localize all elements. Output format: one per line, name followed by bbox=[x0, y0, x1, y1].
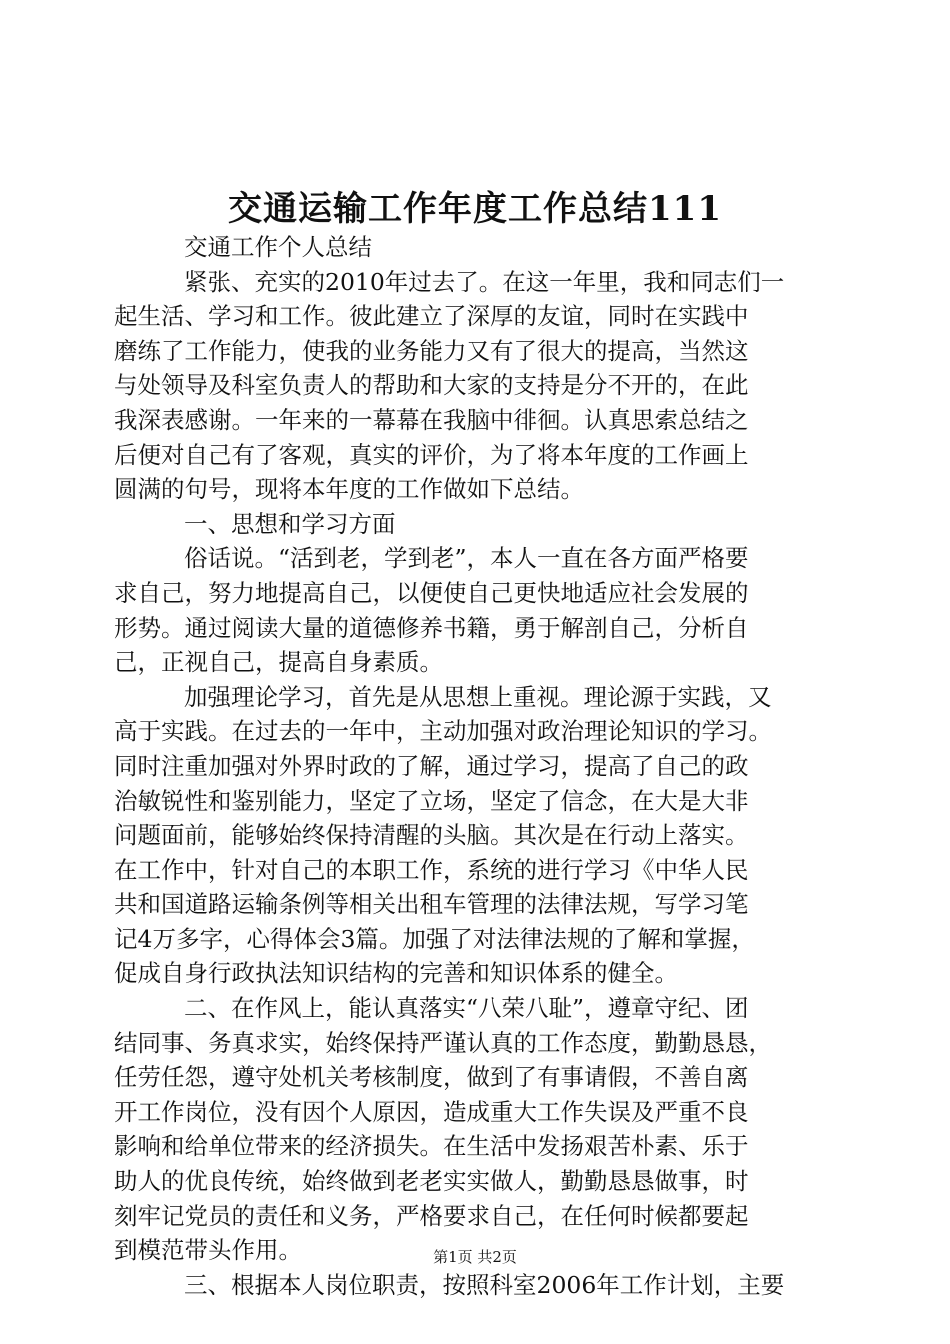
body-line: 求自己，努力地提高自己，以便使自己更快地适应社会发展的 bbox=[114, 578, 749, 607]
body-line: 二、在作风上，能认真落实“八荣八耻”，遵章守纪、团 bbox=[184, 994, 749, 1023]
body-line: 记4万多字，心得体会3篇。加强了对法律法规的了解和掌握， bbox=[114, 924, 755, 953]
body-line: 己，正视自己，提高自身素质。 bbox=[114, 648, 443, 677]
body-line: 一、思想和学习方面 bbox=[184, 509, 396, 538]
body-line: 形势。通过阅读大量的道德修养书籍，勇于解剖自己，分析自 bbox=[114, 613, 749, 642]
body-line: 圆满的句号，现将本年度的工作做如下总结。 bbox=[114, 475, 584, 504]
body-line: 刻牢记党员的责任和义务，严格要求自己，在任何时候都要起 bbox=[114, 1201, 749, 1230]
body-line: 任劳任怨，遵守处机关考核制度，做到了有事请假，不善自离 bbox=[114, 1063, 749, 1092]
body-line: 三、根据本人岗位职责，按照科室2006年工作计划，主要 bbox=[184, 1270, 785, 1299]
body-line: 同时注重加强对外界时政的了解，通过学习，提高了自己的政 bbox=[114, 751, 749, 780]
body-line: 磨练了工作能力，使我的业务能力又有了很大的提高，当然这 bbox=[114, 336, 749, 365]
body-line: 交通工作个人总结 bbox=[184, 233, 372, 261]
body-line: 后便对自己有了客观，真实的评价，为了将本年度的工作画上 bbox=[114, 440, 749, 469]
document-body bbox=[114, 230, 854, 1302]
page-footer: 第1页 共2页 bbox=[433, 1248, 517, 1266]
body-line: 紧张、充实的2010年过去了。在这一年里，我和同志们一 bbox=[184, 267, 785, 296]
document-title: 交通运输工作年度工作总结111 bbox=[228, 189, 722, 229]
body-line: 助人的优良传统，始终做到老老实实做人，勤勤恳恳做事，时 bbox=[114, 1167, 749, 1196]
body-line: 加强理论学习，首先是从思想上重视。理论源于实践，又 bbox=[184, 682, 772, 711]
body-line: 起生活、学习和工作。彼此建立了深厚的友谊，同时在实践中 bbox=[114, 302, 749, 331]
body-line: 高于实践。在过去的一年中，主动加强对政治理论知识的学习。 bbox=[114, 717, 772, 746]
body-line: 到模范带头作用。 bbox=[114, 1236, 302, 1265]
body-line: 开工作岗位，没有因个人原因，造成重大工作失误及严重不良 bbox=[114, 1097, 749, 1126]
body-line: 俗话说。“活到老，学到老”，本人一直在各方面严格要 bbox=[184, 544, 749, 573]
body-line: 问题面前，能够始终保持清醒的头脑。其次是在行动上落实。 bbox=[114, 821, 749, 850]
body-line: 结同事、务真求实，始终保持严谨认真的工作态度，勤勤恳恳， bbox=[114, 1028, 772, 1057]
body-line: 影响和给单位带来的经济损失。在生活中发扬艰苦朴素、乐于 bbox=[114, 1132, 749, 1161]
body-line: 促成自身行政执法知识结构的完善和知识体系的健全。 bbox=[114, 959, 678, 988]
body-line: 在工作中，针对自己的本职工作，系统的进行学习《中华人民 bbox=[114, 855, 749, 884]
body-line: 共和国道路运输条例等相关出租车管理的法律法规，写学习笔 bbox=[114, 890, 749, 919]
body-line: 治敏锐性和鉴别能力，坚定了立场，坚定了信念，在大是大非 bbox=[114, 786, 749, 815]
body-line: 我深表感谢。一年来的一幕幕在我脑中徘徊。认真思索总结之 bbox=[114, 405, 749, 434]
body-line: 与处领导及科室负责人的帮助和大家的支持是分不开的，在此 bbox=[114, 371, 749, 400]
